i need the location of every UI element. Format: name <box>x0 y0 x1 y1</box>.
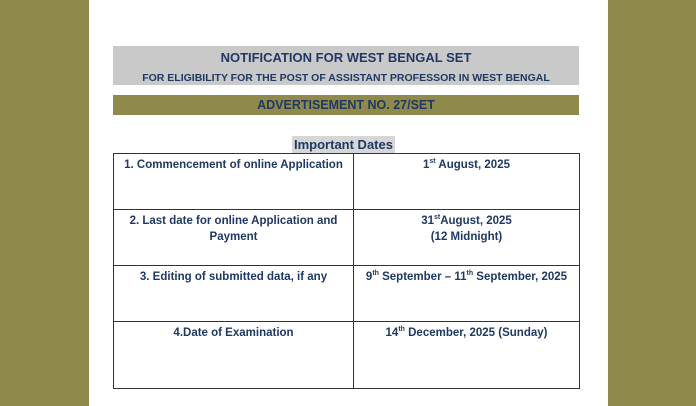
important-dates-table <box>113 153 580 389</box>
date-suffix: th <box>398 326 405 334</box>
date-cell <box>354 154 580 210</box>
table-row <box>114 266 580 322</box>
date-suffix: st <box>433 214 441 222</box>
date-day: 9 <box>365 271 373 283</box>
date-rest: September, 2025 <box>473 271 568 283</box>
date-suffix: th <box>372 270 379 278</box>
event-cell: 2. Last date for online Application and Payment <box>114 210 354 266</box>
date-day: 1 <box>423 159 430 171</box>
notification-header <box>113 46 579 85</box>
event-cell: 3. Editing of submitted data, if any <box>114 266 354 322</box>
date-cell <box>354 322 580 389</box>
date-suffix: th <box>466 270 474 278</box>
notification-subtitle: FOR ELIGIBILITY FOR THE POST OF ASSISTANT PROFESSOR IN WEST BENGAL <box>142 72 550 84</box>
table-row <box>114 154 580 210</box>
table-row <box>114 322 580 389</box>
date-suffix: st <box>429 158 436 166</box>
date-cell <box>354 266 580 322</box>
date-rest: December, 2025 (Sunday) <box>404 327 548 339</box>
notification-title: NOTIFICATION FOR WEST BENGAL SET <box>220 50 472 65</box>
date-rest: September – 11 <box>378 271 467 283</box>
date-cell <box>354 210 580 266</box>
important-dates-title: Important Dates <box>294 137 393 152</box>
event-cell: 4.Date of Examination <box>114 322 354 389</box>
date-day: 14 <box>385 327 399 339</box>
date-rest: August, 2025 <box>440 215 512 227</box>
table-row <box>114 210 580 266</box>
date-rest: August, 2025 <box>435 159 510 171</box>
date-day: 31 <box>421 215 434 227</box>
notification-page <box>89 0 608 406</box>
event-cell: 1. Commencement of online Application <box>114 154 354 210</box>
advertisement-number: ADVERTISEMENT NO. 27/SET <box>113 95 579 115</box>
date-note: (12 Midnight) <box>430 231 503 243</box>
